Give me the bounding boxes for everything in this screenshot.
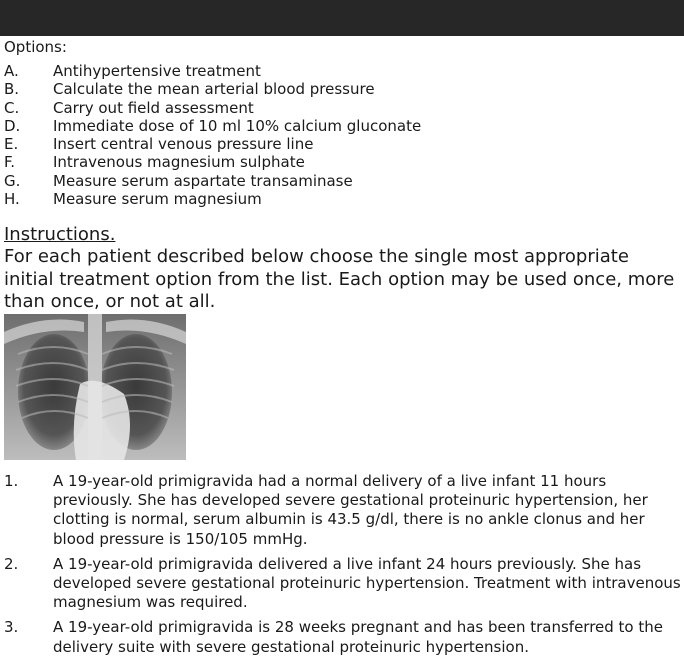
option-f [4,153,421,171]
question-3 [4,618,682,656]
option-text: Insert central venous pressure line [53,135,314,154]
option-letter: C. [4,98,20,117]
instructions-text: For each patient described below choose the single most appropriate initial treatment option from the list. Each option may be used once, more than once, or not at all. [4,246,675,312]
question-1 [4,472,682,549]
option-d [4,117,421,135]
question-text: A 19-year-old primigravida had a normal delivery of a live infant 11 hours previously. She has developed severe gestational proteinuric hypertension, her clotting is normal, serum albumin is 43.5 g/dl, there is no ankle clonus and her blood pressure is 150/105 mmHg. [53,472,648,548]
option-letter: G. [4,171,21,190]
option-b [4,80,421,98]
option-letter: A. [4,62,19,80]
question-number: 3. [4,618,19,637]
option-g [4,172,421,190]
instructions-heading: Instructions. [4,224,116,245]
option-letter: D. [4,116,21,135]
question-number: 1. [4,472,19,490]
option-e [4,135,421,153]
options-list [4,62,421,208]
option-h [4,190,421,208]
option-letter: F. [4,153,15,172]
option-letter: H. [4,190,20,209]
question-text: A 19-year-old primigravida delivered a live infant 24 hours previously. She has developed severe gestational proteinuric hypertension. Treatment with intravenous magnesium was required. [53,554,681,612]
option-text: Measure serum aspartate transaminase [53,171,353,190]
options-heading: Options: [4,38,67,56]
option-a [4,62,421,80]
question-2 [4,555,682,613]
chest-xray-graphic [4,314,186,460]
option-c [4,99,421,117]
option-text: Intravenous magnesium sulphate [53,153,305,172]
question-number: 2. [4,554,19,573]
option-letter: E. [4,135,19,154]
option-text: Measure serum magnesium [53,190,262,209]
top-bar [0,0,684,36]
chest-xray-image [4,314,186,460]
option-text: Immediate dose of 10 ml 10% calcium gluconate [53,116,422,135]
option-text: Antihypertensive treatment [53,62,261,80]
option-text: Carry out field assessment [53,98,254,117]
question-text: A 19-year-old primigravida is 28 weeks pregnant and has been transferred to the delivery suite with severe gestational proteinuric hypertension. [53,618,663,656]
option-letter: B. [4,80,20,99]
option-text: Calculate the mean arterial blood pressure [53,80,375,99]
questions-list [4,472,682,663]
